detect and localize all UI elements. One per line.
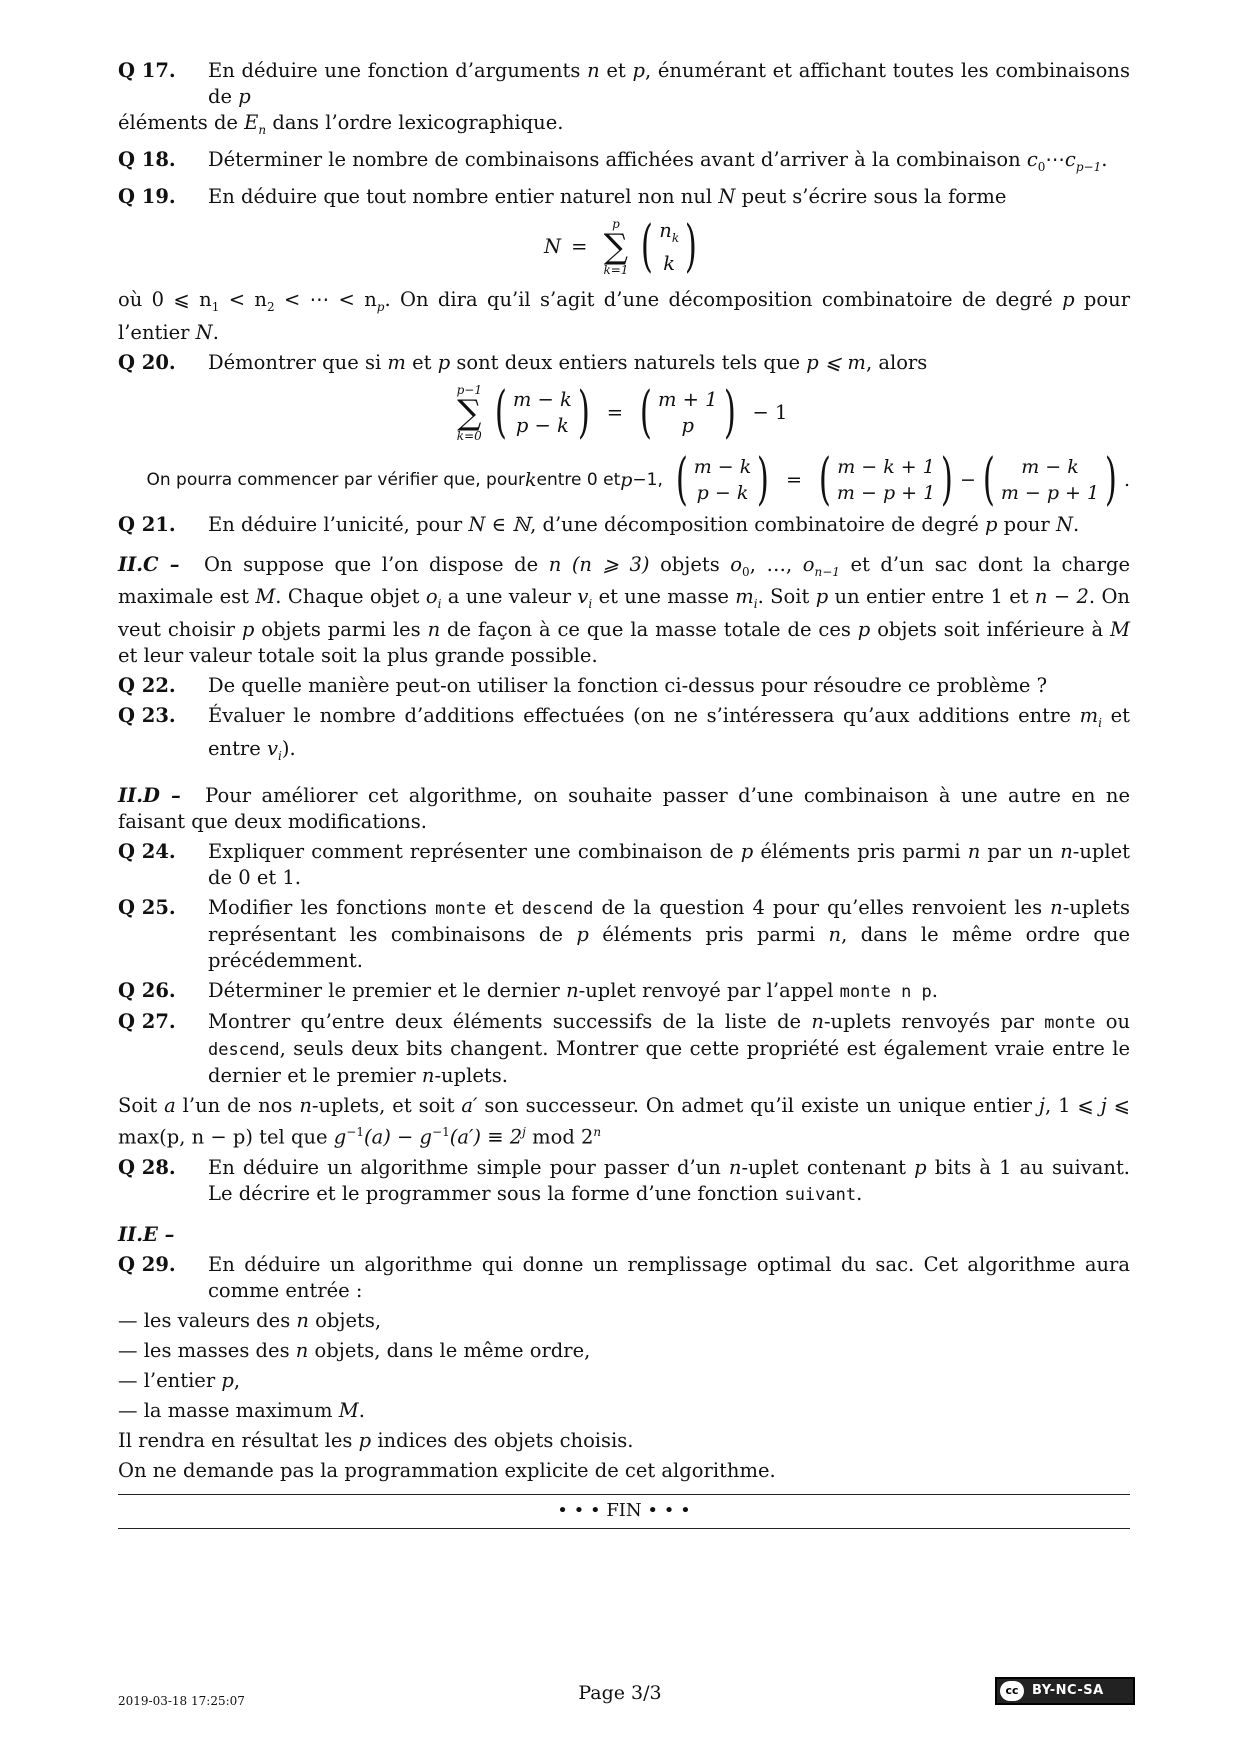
question-text: En déduire un algorithme simple pour passer d’un n-uplet contenant p bits à 1 au suivant. Le décrire et le programmer sous la forme d’une fonction suivant. (208, 1155, 1130, 1205)
no-programming-note: On ne demande pas la programmation explicite de cet algorithme. (118, 1458, 776, 1482)
question-text: De quelle manière peut-on utiliser la fonction ci-dessus pour résoudre ce problème ? (208, 674, 1048, 698)
question-20 (118, 350, 1130, 376)
question-label: Q 27. (118, 1010, 176, 1034)
equation-19: N = p ∑ k=1 ( $n_k$ k ) (118, 218, 1130, 277)
section-label: II.D – (118, 784, 181, 808)
question-label: Q 21. (118, 512, 176, 536)
creative-commons-icon: cc (1000, 1681, 1024, 1701)
question-text: En déduire un algorithme qui donne un remplissage optimal du sac. Cet algorithme aura comme entrée : (208, 1252, 1130, 1302)
section-2d: II.D – Pour améliorer cet algorithme, on souhaite passer d’une combinaison à une autre en ne faisant que deux modifications. (118, 784, 1130, 834)
input-list-item: — les masses des n objets, dans le même ordre, (118, 1338, 591, 1362)
question-17-cont: éléments de $E_n$ dans l’ordre lexicographique. (118, 111, 564, 137)
hint-20: On pourra commencer par vérifier que, pour k entre 0 et p −1, ( m − k p − k ) = ( m − k + 1 m − p + 1 ) − ( m − k m − p + 1 ) . (146, 446, 1130, 512)
section-label: II.E – (118, 1222, 175, 1246)
question-22 (118, 673, 1130, 699)
footer-timestamp: 2019-03-18 17:25:07 (118, 1694, 245, 1708)
question-text: En déduire une fonction d’arguments n et p, énumérant et affichant toutes les combinaisons de p (208, 59, 1130, 108)
exam-page (118, 58, 1130, 1529)
binomial: ( m − k p − k ) (675, 446, 770, 512)
question-26 (118, 978, 1130, 1005)
binomial: ( m − k p − k ) (494, 379, 590, 445)
question-29 (118, 1252, 1130, 1304)
divider-bottom (118, 1528, 1130, 1529)
question-text: Modifier les fonctions monte et descend de la question 4 pour qu’elles renvoient les n-uplets représentant les combinaisons de p éléments pris parmi n, dans le même ordre que précédemment. (208, 896, 1131, 973)
binomial: ( m − k + 1 m − p + 1 ) (818, 446, 954, 512)
question-label: Q 26. (118, 979, 176, 1003)
section-2c: II.C – On suppose que l’on dispose de n (n ⩾ 3) objets $o_0$, …, $o_{n-1}$ et d’un sac dont la charge maximale est M. Chaque objet $o_i$ a une valeur $v_i$ et une masse $m_i$. Soit p un entier entre 1 et n − 2. On veut choisir p objets parmi les n de façon à ce que la masse totale de ces p objets soit inférieure à M et leur valeur totale soit la plus grande possible. (118, 552, 1130, 668)
question-21 (118, 512, 1130, 538)
question-label: Q 20. (118, 350, 176, 374)
question-24 (118, 839, 1130, 891)
result-statement: Il rendra en résultat les p indices des objets choisis. (118, 1428, 634, 1452)
binomial: ( m + 1 p ) (639, 379, 736, 445)
fin-marker: • • • FIN • • • (557, 1499, 691, 1521)
page-number: Page 3/3 (578, 1682, 662, 1704)
question-text: Déterminer le premier et le dernier n-uplet renvoyé par l’appel monte n p. (208, 979, 938, 1003)
question-label: Q 29. (118, 1252, 176, 1276)
equation-20: p−1 ∑ k=0 ( m − k p − k ) = ( m + 1 p ) − 1 (456, 379, 788, 445)
sum-symbol: p ∑ k=1 (603, 217, 629, 278)
binomial: ( $n_k$ k ) (641, 214, 698, 280)
question-text: Démontrer que si m et p sont deux entiers naturels tels que p ⩽ m, alors (208, 350, 928, 374)
question-text: Montrer qu’entre deux éléments successifs de la liste de n-uplets renvoyés par monte ou descend, seuls deux bits changent. Montrer que cette propriété est également vraie entre le dernier et le premier n-uplets. (208, 1010, 1131, 1088)
question-25 (118, 895, 1130, 974)
question-text: En déduire l’unicité, pour N ∈ ℕ, d’une décomposition combinatoire de degré p pour N. (208, 512, 1080, 536)
successor-statement: Soit a l’un de nos n-uplets, et soit a′ son successeur. On admet qu’il existe un unique entier j, 1 ⩽ j ⩽ max(p, n − p) tel que $g^{-1}(a) - g^{-1}(a') \equiv 2^j$ mod 2$^n$ (118, 1094, 1130, 1149)
question-27 (118, 1009, 1130, 1089)
question-19 (118, 184, 1130, 210)
question-18 (118, 147, 1130, 180)
question-23 (118, 703, 1130, 769)
section-2e (118, 1222, 1130, 1248)
question-label: Q 23. (118, 704, 176, 728)
question-label: Q 18. (118, 147, 176, 171)
cc-license-badge (995, 1677, 1135, 1705)
question-label: Q 22. (118, 674, 176, 698)
license-label: BY-NC-SA (1032, 1683, 1104, 1698)
question-label: Q 19. (118, 184, 176, 208)
question-text: En déduire que tout nombre entier naturel non nul N peut s’écrire sous la forme (208, 184, 1007, 208)
decomposition-definition: où 0 ⩽ $n_1 < n_2$ < ⋯ < $n_p$. On dira qu’il s’agit d’une décomposition combinatoire de degré p pour l’entier N. (118, 287, 1131, 344)
input-list-item: — l’entier p, (118, 1368, 241, 1392)
input-list-item: — la masse maximum M. (118, 1398, 365, 1422)
question-text: Expliquer comment représenter une combinaison de p éléments pris parmi n par un n-uplet de 0 et 1. (208, 840, 1130, 890)
input-list-item: — les valeurs des n objets, (118, 1308, 382, 1332)
question-label: Q 17. (118, 59, 176, 82)
sum-symbol: p−1 ∑ k=0 (456, 382, 482, 443)
question-17 (118, 58, 1130, 110)
question-label: Q 24. (118, 840, 176, 864)
question-28 (118, 1155, 1130, 1208)
question-text: Déterminer le nombre de combinaisons affichées avant d’arriver à la combinaison $c_0\cdots c_{p-1}$. (208, 147, 1108, 174)
question-label: Q 25. (118, 896, 176, 920)
question-text: Évaluer le nombre d’additions effectuées (on ne s’intéressera qu’aux additions entre $m_i$ et entre $v_i$). (208, 704, 1131, 764)
section-label: II.C – (118, 552, 180, 576)
question-label: Q 28. (118, 1155, 176, 1179)
binomial: ( m − k m − p + 1 ) (982, 446, 1118, 512)
